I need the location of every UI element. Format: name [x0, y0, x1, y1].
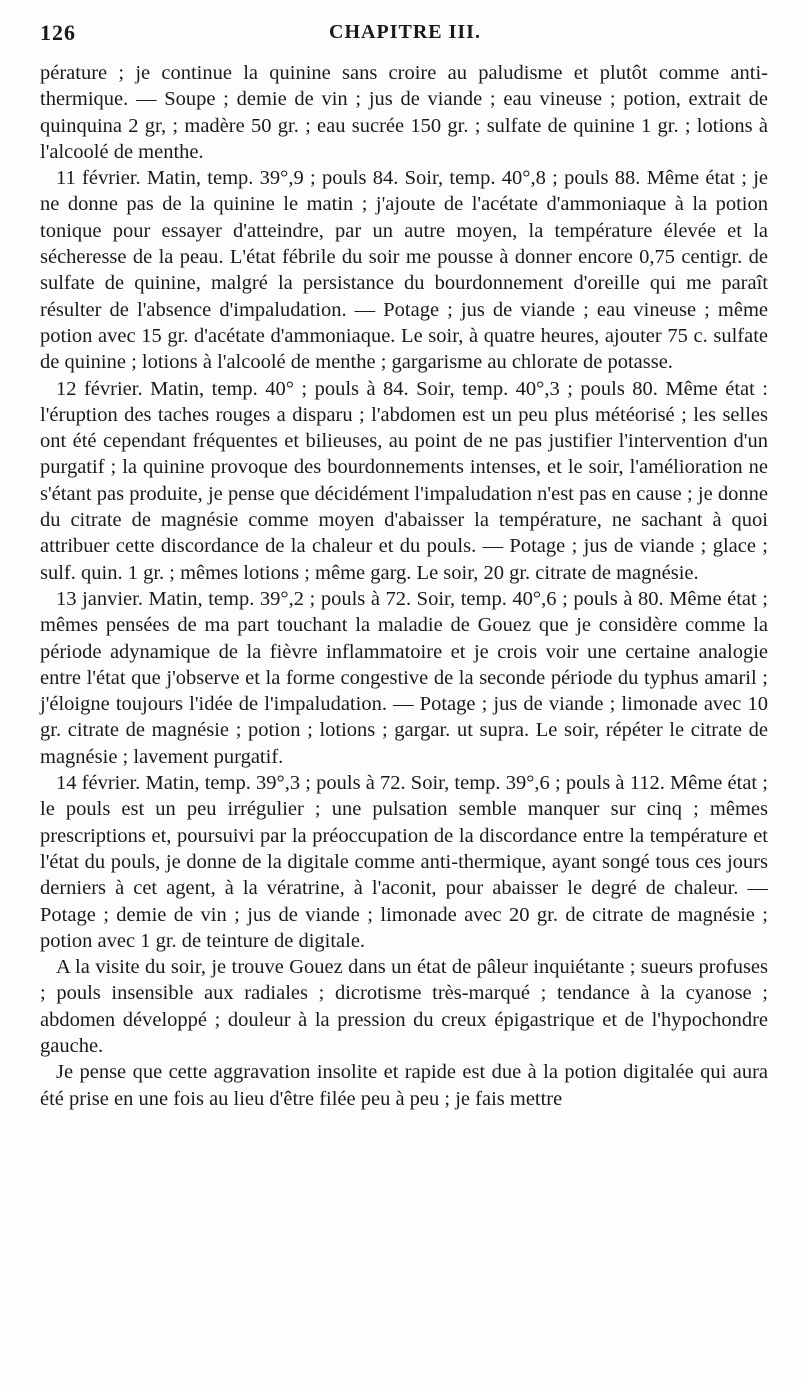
page-number: 126 [40, 20, 76, 45]
running-head: CHAPITRE III. [329, 21, 481, 43]
paragraph-feb-12: 12 février. Matin, temp. 40° ; pouls à 84. Soir, temp. 40°,3 ; pouls 80. Même état : l'éruption des taches rouges a disparu ; l'abdomen est un peu plus météorisé ; les selles ont été cependant fréquentes et bilieuses, au point de ne pas justifier l'intervention d'un purgatif ; la quinine provoque des bourdonnements intenses, et le soir, l'amélioration ne s'étant pas produite, je pense que décidément l'impaludation n'est pas en cause ; je donne du citrate de magnésie comme moyen d'abaisser la température, ne sachant à quoi attribuer cette discordance de la chaleur et du pouls. — Potage ; jus de viande ; glace ; sulf. quin. 1 gr. ; mêmes lotions ; même garg. Le soir, 20 gr. citrate de magnésie. [40, 377, 768, 584]
body-text [40, 60, 768, 1112]
paragraph-aggravation: Je pense que cette aggravation insolite et rapide est due à la potion digitalée qui aura été prise en une fois au lieu d'être filée peu à peu ; je fais mettre [40, 1061, 768, 1110]
paragraph-evening-visit: A la visite du soir, je trouve Gouez dans un état de pâleur inquiétante ; sueurs profuses ; pouls insensible aux radiales ; dicrotisme très-marqué ; tendance à la cyanose ; abdomen développé ; douleur à la pression du creux épigastrique et de l'hypochondre gauche. [40, 956, 768, 1057]
paragraph-feb-11: 11 février. Matin, temp. 39°,9 ; pouls 84. Soir, temp. 40°,8 ; pouls 88. Même état ; je ne donne pas de la quinine le matin ; j'ajoute de l'acétate d'ammoniaque à la potion tonique pour essayer d'atteindre, par un autre moyen, la température élevée et la sécheresse de la peau. L'état fébrile du soir me pousse à donner encore 0,75 centigr. de sulfate de quinine, malgré la persistance du bourdonnement d'oreille qui me paraît résulter de l'absence d'impaludation. — Potage ; jus de viande ; eau vineuse ; même potion avec 15 gr. d'acétate d'ammoniaque. Le soir, à quatre heures, ajouter 75 c. sulfate de quinine ; lotions à l'alcoolé de menthe ; gargarisme au chlorate de potasse. [40, 167, 768, 374]
paragraph-continuation: pérature ; je continue la quinine sans croire au paludisme et plutôt comme anti-thermique. — Soupe ; demie de vin ; jus de viande ; eau vineuse ; potion, extrait de quinquina 2 gr, ; madère 50 gr. ; eau sucrée 150 gr. ; sulfate de quinine 1 gr. ; lotions à l'alcoolé de menthe. [40, 62, 768, 163]
paragraph-jan-13: 13 janvier. Matin, temp. 39°,2 ; pouls à 72. Soir, temp. 40°,6 ; pouls à 80. Même état ; mêmes pensées de ma part touchant la maladie de Gouez que je considère comme la période adynamique de la fièvre inflammatoire et je crois voir une certaine analogie entre l'état que j'observe et la forme congestive de la seconde période du typhus amaril ; j'éloigne toujours l'idée de l'impaludation. — Potage ; jus de viande ; limonade avec 10 gr. citrate de magnésie ; potion ; lotions ; gargar. ut supra. Le soir, répéter le citrate de magnésie ; lavement purgatif. [40, 587, 768, 768]
paragraph-feb-14: 14 février. Matin, temp. 39°,3 ; pouls à 72. Soir, temp. 39°,6 ; pouls à 112. Même état ; le pouls est un peu irrégulier ; une pulsation semble manquer sur cinq ; mêmes prescriptions et, poursuivi par la préoccupation de la discordance entre la température et l'état du pouls, je donne de la digitale comme anti-thermique, ayant songé tous ces jours derniers à cet agent, à la vératrine, à l'aconit, pour abaisser le degré de chaleur. — Potage ; demie de vin ; jus de viande ; limonade avec 20 gr. de citrate de magnésie ; potion avec 1 gr. de teinture de digitale. [40, 772, 768, 952]
page-header [40, 20, 770, 50]
